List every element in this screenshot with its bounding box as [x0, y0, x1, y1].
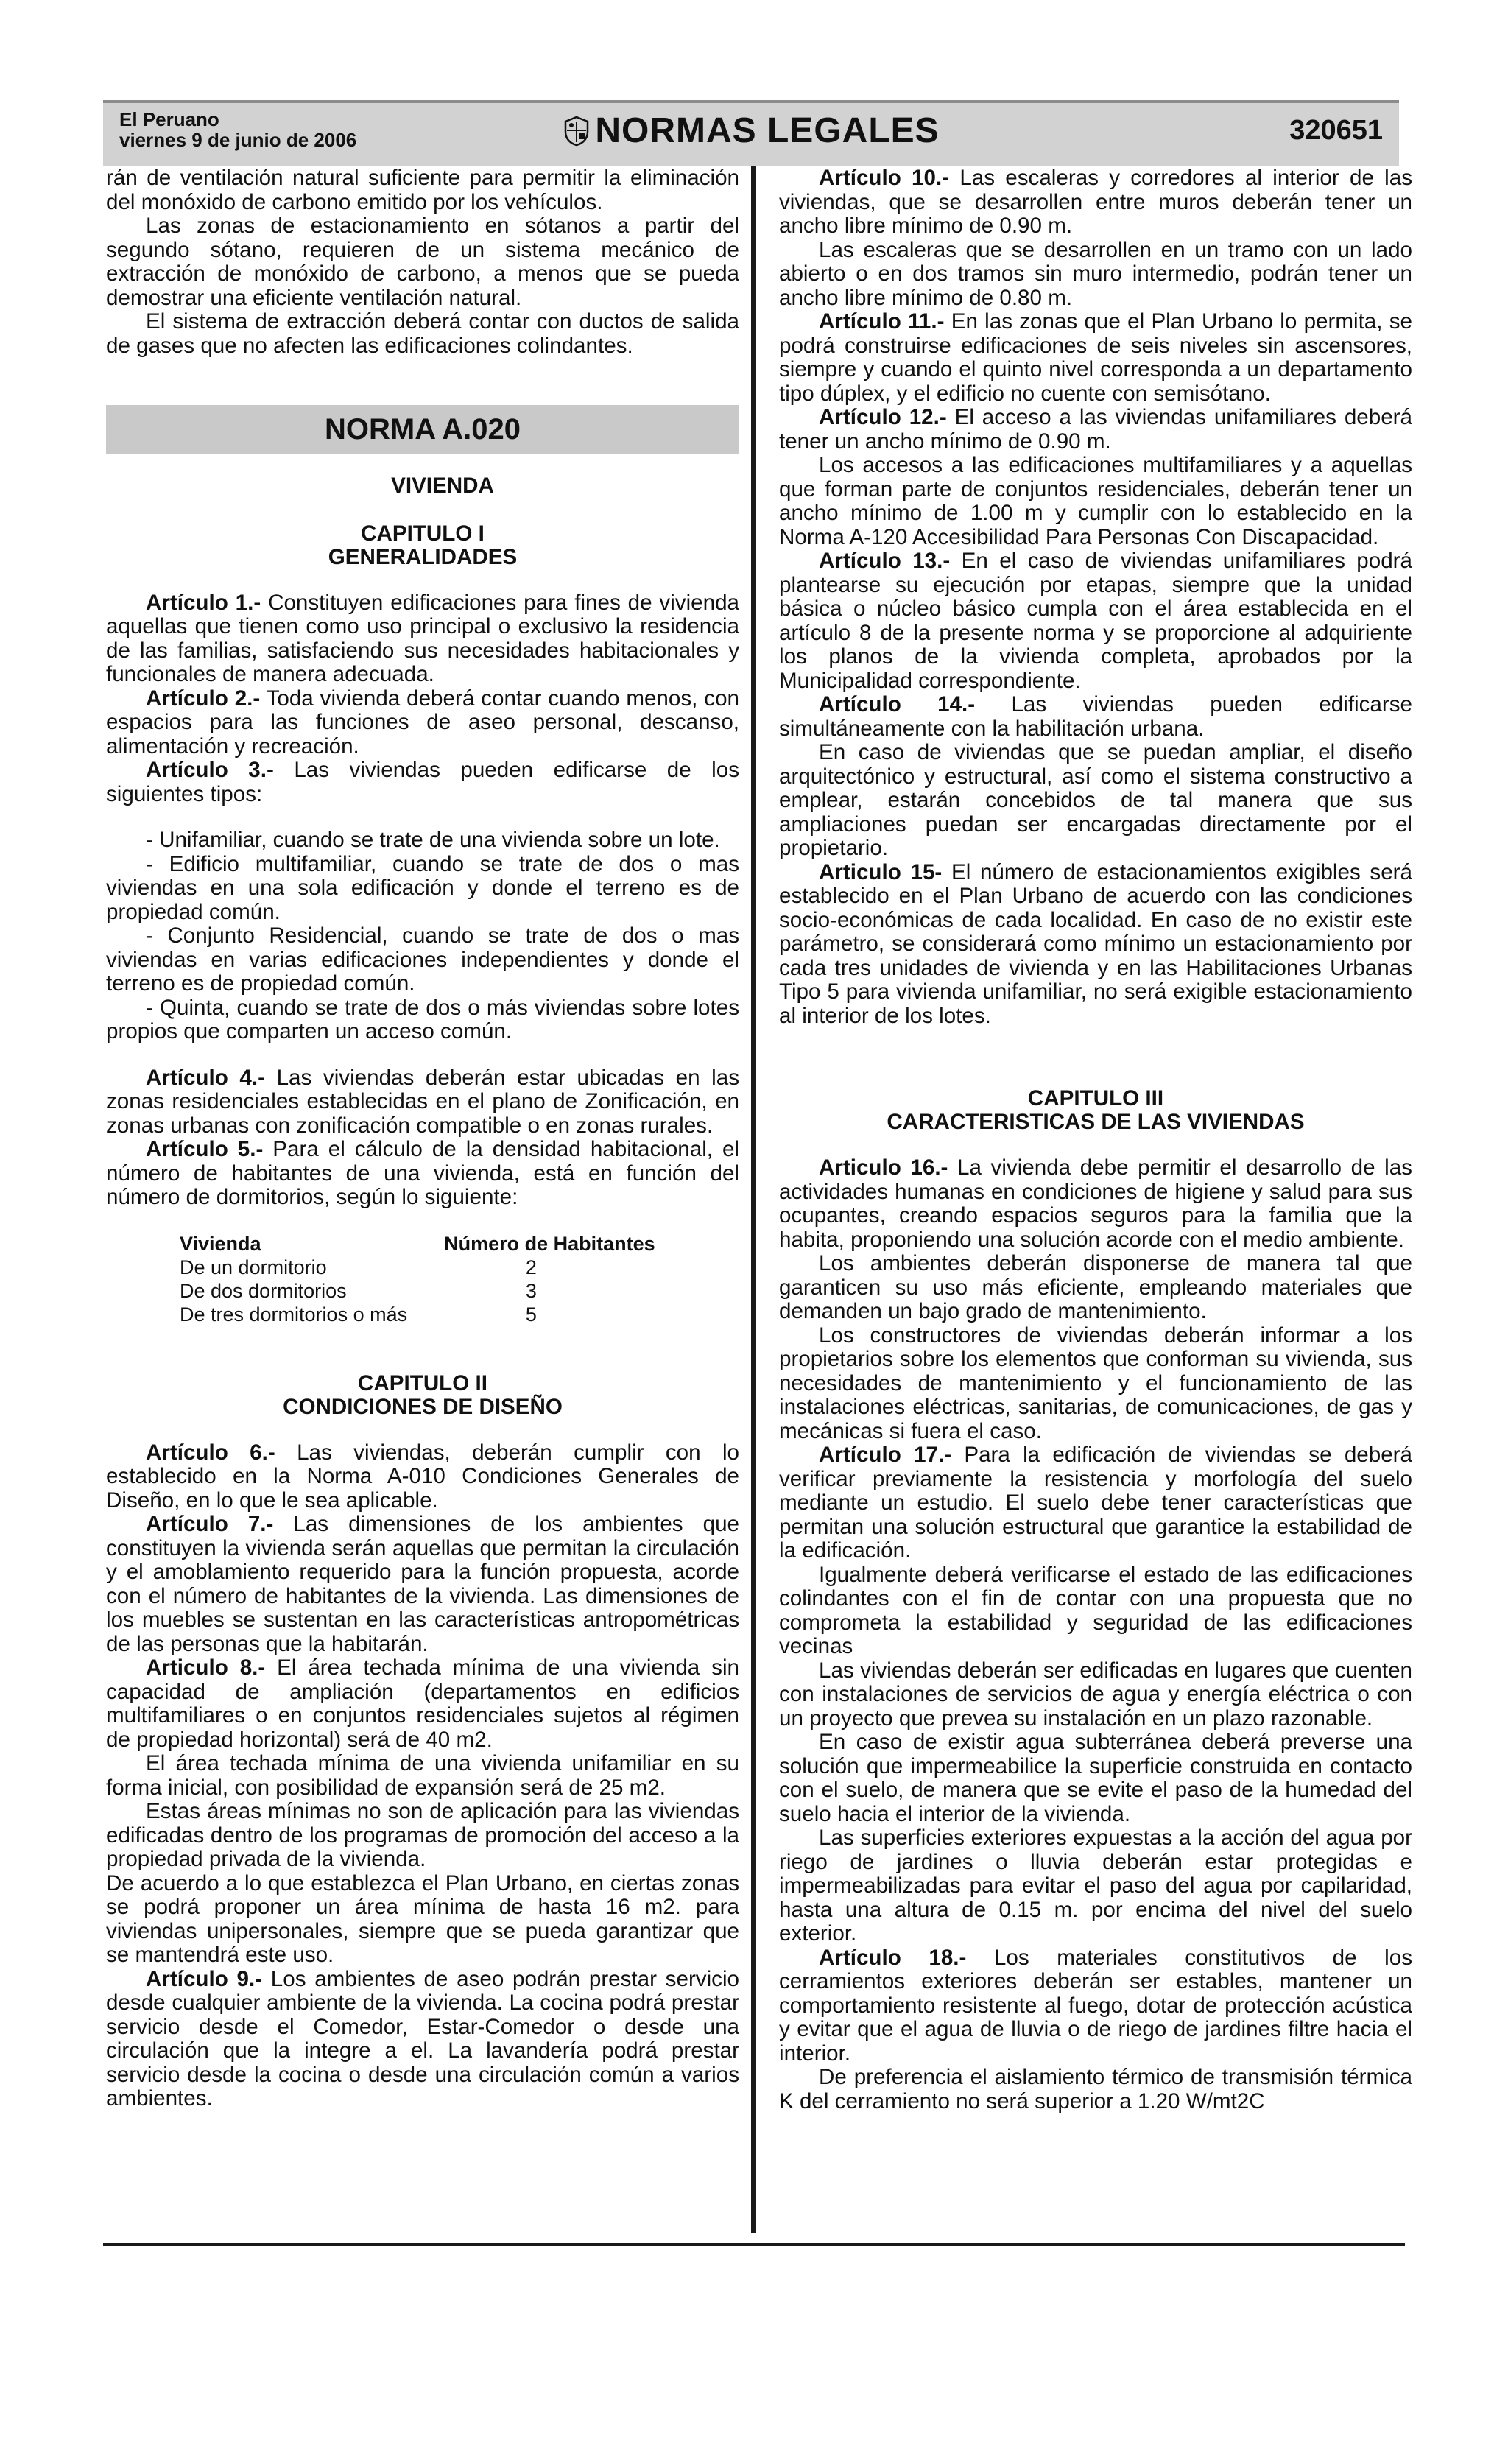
- article-label: Articulo 8.-: [146, 1655, 266, 1680]
- table-cell: De un dormitorio: [180, 1256, 327, 1278]
- article-text: El área techada mínima de una vivienda sin capacidad de ampliación (departamentos en edificios multifamiliares o en conjuntos residenciales sujetos al régimen de propiedad horizontal) será de 40 m2.: [106, 1655, 739, 1752]
- chapter-title: CARACTERISTICAS DE LAS VIVIENDAS: [887, 1110, 1305, 1134]
- chapter-number: CAPITULO II: [358, 1370, 487, 1395]
- chapter-title: CONDICIONES DE DISEÑO: [283, 1394, 563, 1419]
- paragraph: De acuerdo a lo que establezca el Plan Urbano, en ciertas zonas se podrá proponer un área mínima de hasta 16 m2. para viviendas unipersonales, siempre que se pueda garantizar que se mantendrá este uso.: [106, 1870, 739, 1967]
- article-3: [106, 758, 739, 806]
- table-cell: 3: [525, 1279, 537, 1302]
- article-7: [106, 1513, 739, 1656]
- article-label: Artículo 12.-: [819, 405, 947, 429]
- page-number: 320651: [1289, 115, 1383, 146]
- article-text: Las viviendas pueden edificarse de los siguientes tipos:: [106, 758, 739, 806]
- table-cell: 5: [525, 1303, 537, 1326]
- norma-title: NORMA A.020: [106, 405, 739, 454]
- article-label: Articulo 15-: [819, 859, 942, 884]
- article-text: Las viviendas pueden edificarse simultáneamente con la habilitación urbana.: [779, 692, 1412, 741]
- section-title: [103, 110, 1399, 151]
- column-divider: [751, 166, 756, 2233]
- article-label: Artículo 4.-: [146, 1065, 265, 1090]
- article-text: Las dimensiones de los ambientes que constituyen la vivienda serán aquellas que permitan la circulación y el amoblamiento requerido para la función propuesta, acorde con el número de habitantes de la vivienda. Las dimensiones de los muebles se sustentan en las características antropométricas de las personas que la habitarán.: [106, 1512, 739, 1656]
- table-cell: 2: [525, 1256, 537, 1278]
- table-cell: De tres dormitorios o más: [180, 1303, 408, 1326]
- article-label: Artículo 3.-: [146, 758, 274, 782]
- article-text: Los ambientes de aseo podrán prestar servicio desde cualquier ambiente de la vivienda. La cocina podrá prestar servicio desde el Comedor, Estar-Comedor o desde una circulación que la integre a el. La lavandería podrá prestar servicio desde la cocina o desde una circulación común a varios ambientes.: [106, 1966, 739, 2111]
- section-name: NORMAS LEGALES: [595, 111, 940, 150]
- paragraph: Las viviendas deberán ser edificadas en lugares que cuenten con instalaciones de servicios de agua y energía eléctrica o con un proyecto que prevea su instalación en un plazo razonable.: [779, 1658, 1412, 1731]
- article-text: La vivienda debe permitir el desarrollo de las actividades humanas en condiciones de higiene y salud para sus ocupantes, creando espacios seguros para la familia que la habita, proponiendo una solución acorde con el medio ambiente.: [779, 1155, 1412, 1252]
- article-1: [106, 591, 739, 687]
- paragraph: Los constructores de viviendas deberán informar a los propietarios sobre los elementos que conforman su vivienda, sus necesidades de mantenimiento y el funcionamiento de las instalaciones eléctricas, sanitarias, de comunicaciones, de gas y mecánicas si fuera el caso.: [779, 1323, 1412, 1443]
- chapter-number: CAPITULO I: [361, 521, 485, 546]
- article-14: [779, 693, 1412, 741]
- list-item: - Quinta, cuando se trate de dos o más viviendas sobre lotes propios que comparten un acceso común.: [106, 995, 739, 1043]
- table-row: [180, 1303, 655, 1326]
- table-row: [180, 1256, 655, 1279]
- paragraph: El área techada mínima de una vivienda unifamiliar en su forma inicial, con posibilidad de expansión será de 25 m2.: [106, 1751, 739, 1800]
- article-18: [779, 1946, 1412, 2066]
- footer-rule: [103, 2243, 1405, 2246]
- article-15: [779, 861, 1412, 1029]
- chapter-number: CAPITULO III: [1027, 1086, 1164, 1110]
- paragraph: Las superficies exteriores expuestas a la acción del agua por riego de jardines o lluvia deberán estar protegidas e impermeabilizadas para evitar el paso del agua por capilaridad, hasta una altura de 0.15 m. por encima del nivel del suelo exterior.: [779, 1826, 1412, 1946]
- chapter-heading: [106, 1372, 739, 1419]
- table-row: [180, 1279, 655, 1303]
- article-label: Artículo 18.-: [819, 1945, 967, 1970]
- paragraph: rán de ventilación natural suficiente para permitir la eliminación del monóxido de carbono emitido por los vehículos.: [106, 166, 739, 214]
- newspaper-name: El Peruano: [119, 108, 219, 130]
- article-text: En el caso de viviendas unifamiliares podrá plantearse su ejecución por etapas, siempre que la unidad básica o núcleo básico cumpla con el área establecida en el artículo 8 de la presente norma y se proporcione al adquiriente los planos de la vivienda completa, aprobados por la Municipalidad correspondiente.: [779, 549, 1412, 693]
- article-label: Artículo 9.-: [146, 1966, 263, 1991]
- chapter-heading: [106, 522, 739, 569]
- paragraph: De preferencia el aislamiento térmico de transmisión térmica K del cerramiento no será superior a 1.20 W/mt2C: [779, 2065, 1412, 2113]
- paragraph: El sistema de extracción deberá contar con ductos de salida de gases que no afecten las edificaciones colindantes.: [106, 309, 739, 358]
- paragraph: Los accesos a las edificaciones multifamiliares y a aquellas que forman parte de conjuntos residenciales, deberán tener un ancho mínimo de 1.00 m y cumplir con lo establecido en la Norma A-120 Accesibilidad Para Personas Con Discapacidad.: [779, 453, 1412, 549]
- article-text: Las escaleras y corredores al interior de las viviendas, que se desarrollen entre muros deberán tener un ancho libre mínimo de 0.90 m.: [779, 166, 1412, 238]
- table-header: Número de Habitantes: [444, 1232, 655, 1255]
- article-label: Artículo 17.-: [819, 1443, 952, 1467]
- left-column: [106, 166, 739, 2111]
- list-item: - Unifamiliar, cuando se trate de una vivienda sobre un lote.: [146, 828, 720, 852]
- article-text: En las zonas que el Plan Urbano lo permita, se podrá construirse edificaciones de seis niveles sin ascensores, siempre y cuando el quinto nivel corresponda a un departamento tipo dúplex, y el edificio no cuente con semisótano.: [779, 309, 1412, 406]
- coat-of-arms-icon: [563, 116, 591, 147]
- article-text: Los materiales constitutivos de los cerramientos exteriores deberán ser estables, mantener un comportamiento resistente al fuego, dotar de protección acústica y evitar que el agua de lluvia o de riego de jardines filtre hacia el interior.: [779, 1945, 1412, 2066]
- article-text: Las viviendas, deberán cumplir con lo establecido en la Norma A-010 Condiciones Generales de Diseño, en lo que le sea aplicable.: [106, 1440, 739, 1513]
- article-label: Artículo 2.-: [146, 686, 261, 711]
- article-label: Artículo 1.-: [146, 590, 261, 615]
- inhabitants-table: [180, 1232, 655, 1326]
- article-6: [106, 1441, 739, 1513]
- paragraph: Las zonas de estacionamiento en sótanos a partir del segundo sótano, requieren de un sistema mecánico de extracción de monóxido de carbono, a menos que se pueda demostrar una eficiente ventilación natural.: [106, 214, 739, 310]
- article-text: Toda vivienda deberá contar cuando menos, con espacios para las funciones de aseo personal, descanso, alimentación y recreación.: [106, 686, 739, 758]
- article-11: [779, 310, 1412, 406]
- article-text: El acceso a las viviendas unifamiliares deberá tener un ancho mínimo de 0.90 m.: [779, 405, 1412, 454]
- paragraph: Igualmente deberá verificarse el estado de las edificaciones colindantes con el fin de contar con una propuesta que no comprometa la estabilidad y seguridad de las edificaciones vecinas: [779, 1562, 1412, 1658]
- article-label: Artículo 14.-: [819, 692, 976, 717]
- article-label: Artículo 10.-: [819, 166, 950, 190]
- article-8: [106, 1656, 739, 1752]
- article-text: Para la edificación de viviendas se deberá verificar previamente la resistencia y morfología del suelo mediante un estudio. El suelo debe tener características que permitan una solución estructural que garantice la estabilidad de la edificación.: [779, 1443, 1412, 1563]
- article-16: [779, 1156, 1412, 1252]
- list-item: - Conjunto Residencial, cuando se trate de dos o mas viviendas en varias edificaciones independientes y donde el terreno es de propiedad común.: [106, 923, 739, 996]
- paragraph: Estas áreas mínimas no son de aplicación para las viviendas edificadas dentro de los programas de promoción del acceso a la propiedad privada de la vivienda.: [106, 1799, 739, 1871]
- table-header-row: [180, 1232, 655, 1256]
- chapter-heading: [779, 1087, 1412, 1134]
- article-label: Artículo 5.-: [146, 1137, 264, 1161]
- paragraph: Las escaleras que se desarrollen en un tramo con un lado abierto o en dos tramos sin muro intermedio, podrán tener un ancho libre mínimo de 0.80 m.: [779, 237, 1412, 310]
- table-header: Vivienda: [180, 1232, 261, 1255]
- article-label: Artículo 13.-: [819, 549, 951, 573]
- right-column: [779, 166, 1412, 2113]
- paragraph: En caso de existir agua subterránea deberá preverse una solución que impermeabilice la superficie construida en contacto con el suelo, de manera que se evite el paso de la humedad del suelo hacia el interior de la vivienda.: [779, 1730, 1412, 1826]
- issue-date: viernes 9 de junio de 2006: [119, 129, 357, 151]
- article-10: [779, 166, 1412, 239]
- article-9: [106, 1968, 739, 2111]
- article-4: [106, 1066, 739, 1138]
- article-2: [106, 687, 739, 759]
- article-label: Artículo 7.-: [146, 1512, 274, 1536]
- article-12: [779, 406, 1412, 454]
- article-13: [779, 549, 1412, 693]
- article-text: Las viviendas deberán estar ubicadas en las zonas residenciales establecidas en el plano de Zonificación, en zonas urbanas con zonificación compatible o en zonas rurales.: [106, 1065, 739, 1138]
- chapter-title: GENERALIDADES: [328, 544, 518, 569]
- article-text: El número de estacionamientos exigibles será establecido en el Plan Urbano de acuerdo con las condiciones socio-económicas de cada localidad. En caso de no existir este parámetro, se considerará como mínimo un estacionamiento por cada tres unidades de vivienda y en las Habilitaciones Urbanas Tipo 5 para vivienda unifamiliar, no será exigible estacionamiento al interior de los lotes.: [779, 859, 1412, 1028]
- paragraph: En caso de viviendas que se puedan ampliar, el diseño arquitectónico y estructural, así como el sistema constructivo a emplear, estarán concebidos de tal manera que sus ampliaciones puedan ser encargadas directamente por el propietario.: [779, 740, 1412, 860]
- article-label: Articulo 16.-: [819, 1155, 948, 1180]
- table-cell: De dos dormitorios: [180, 1279, 347, 1302]
- article-text: Constituyen edificaciones para fines de vivienda aquellas que tienen como uso principal o exclusivo la residencia de las familias, satisfaciendo sus necesidades habitacionales y funcionales de manera adecuada.: [106, 590, 739, 686]
- page-header: [103, 100, 1399, 166]
- article-label: Artículo 6.-: [146, 1440, 275, 1465]
- article-5: [106, 1138, 739, 1210]
- paragraph: Los ambientes deberán disponerse de manera tal que garanticen su uso más eficiente, empleando materiales que demanden un bajo grado de mantenimiento.: [779, 1251, 1412, 1323]
- article-label: Artículo 11.-: [819, 309, 945, 334]
- article-17: [779, 1443, 1412, 1563]
- list-item: - Edificio multifamiliar, cuando se trate de dos o mas viviendas en una sola edificación y donde el terreno es de propiedad común.: [106, 851, 739, 924]
- article-text: Para el cálculo de la densidad habitacional, el número de habitantes de una vivienda, está en función del número de dormitorios, según lo siguiente:: [106, 1137, 739, 1209]
- section-heading: VIVIENDA: [391, 474, 494, 498]
